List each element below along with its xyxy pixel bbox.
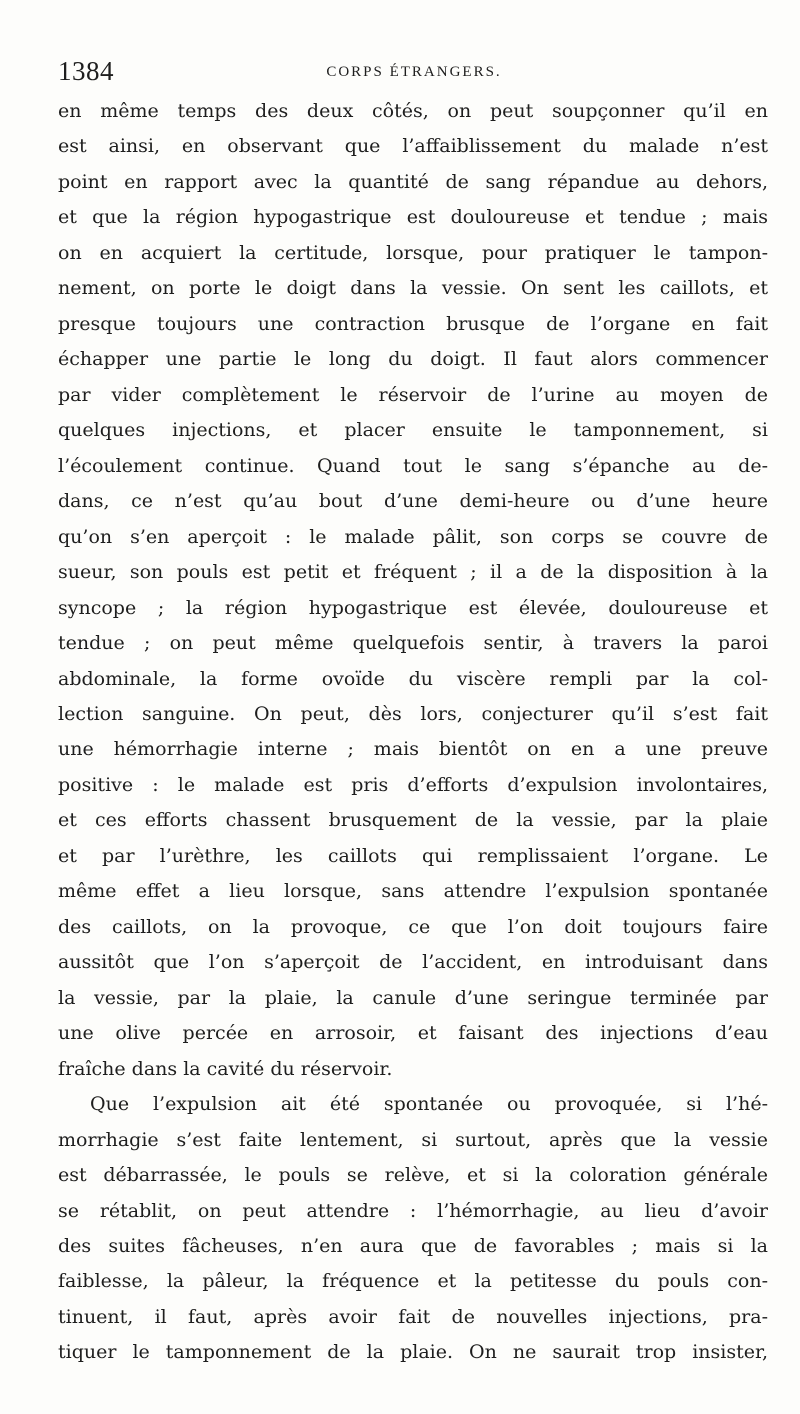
running-title: CORPS ÉTRANGERS. xyxy=(326,64,502,80)
text-line: et par l’urèthre, les caillots qui remplissaient l’organe. Le xyxy=(58,844,768,867)
text-line: une olive percée en arrosoir, et faisant des injections d’eau xyxy=(58,1022,768,1045)
text-line: fraîche dans la cavité du réservoir. xyxy=(58,1057,393,1080)
text-line: des caillots, on la provoque, ce que l’on doit toujours faire xyxy=(58,915,768,938)
text-line: est débarrassée, le pouls se relève, et si la coloration générale xyxy=(58,1164,768,1187)
text-line: des suites fâcheuses, n’en aura que de favorables ; mais si la xyxy=(58,1235,768,1257)
text-line: se rétablit, on peut attendre : l’hémorrhagie, au lieu d’avoir xyxy=(58,1199,768,1222)
body-text xyxy=(58,94,768,1371)
text-line: faiblesse, la pâleur, la fréquence et la petitesse du pouls con- xyxy=(58,1270,768,1293)
text-line: abdominale, la forme ovoïde du viscère rempli par la col- xyxy=(58,667,768,690)
running-head xyxy=(58,56,770,86)
text-line: morrhagie s’est faite lentement, si surtout, après que la vessie xyxy=(58,1128,768,1151)
text-line: et ces efforts chassent brusquement de la vessie, par la plaie xyxy=(58,809,768,832)
text-line: positive : le malade est pris d’efforts d’expulsion involontaires, xyxy=(58,773,768,796)
text-line: sueur, son pouls est petit et fréquent ; il a de la disposition à la xyxy=(58,561,768,584)
text-line: tendue ; on peut même quelquefois sentir, à travers la paroi xyxy=(58,632,768,655)
text-line: l’écoulement continue. Quand tout le sang s’épanche au de- xyxy=(58,454,768,477)
text-line: par vider complètement le réservoir de l’urine au moyen de xyxy=(58,383,768,406)
text-line: Que l’expulsion ait été spontanée ou provoquée, si l’hé- xyxy=(90,1093,768,1116)
text-line: est ainsi, en observant que l’affaiblissement du malade n’est xyxy=(58,135,768,158)
text-line: échapper une partie le long du doigt. Il faut alors commencer xyxy=(58,348,768,371)
text-line: presque toujours une contraction brusque de l’organe en fait xyxy=(58,312,768,335)
text-line: point en rapport avec la quantité de sang répandue au dehors, xyxy=(58,170,768,193)
text-line: nement, on porte le doigt dans la vessie. On sent les caillots, et xyxy=(58,277,768,300)
page-number: 1384 xyxy=(58,56,114,86)
text-line: syncope ; la région hypogastrique est élevée, douloureuse et xyxy=(58,596,768,619)
text-line: tiquer le tamponnement de la plaie. On ne saurait trop insister, xyxy=(58,1341,768,1364)
text-line: tinuent, il faut, après avoir fait de nouvelles injections, pra- xyxy=(58,1305,768,1328)
text-line: en même temps des deux côtés, on peut soupçonner qu’il en xyxy=(58,100,768,122)
text-line: lection sanguine. On peut, dès lors, conjecturer qu’il s’est fait xyxy=(58,702,768,725)
text-line: et que la région hypogastrique est douloureuse et tendue ; mais xyxy=(58,206,768,229)
text-line: même effet a lieu lorsque, sans attendre l’expulsion spontanée xyxy=(58,880,768,903)
text-line: qu’on s’en aperçoit : le malade pâlit, son corps se couvre de xyxy=(58,525,768,548)
text-line: on en acquiert la certitude, lorsque, pour pratiquer le tampon- xyxy=(58,241,768,264)
text-line: aussitôt que l’on s’aperçoit de l’accident, en introduisant dans xyxy=(58,951,768,974)
text-line: une hémorrhagie interne ; mais bientôt on en a une preuve xyxy=(58,738,768,761)
text-line: dans, ce n’est qu’au bout d’une demi-heure ou d’une heure xyxy=(58,490,768,513)
text-line: la vessie, par la plaie, la canule d’une seringue terminée par xyxy=(58,986,768,1009)
text-line: quelques injections, et placer ensuite le tamponnement, si xyxy=(58,419,768,442)
